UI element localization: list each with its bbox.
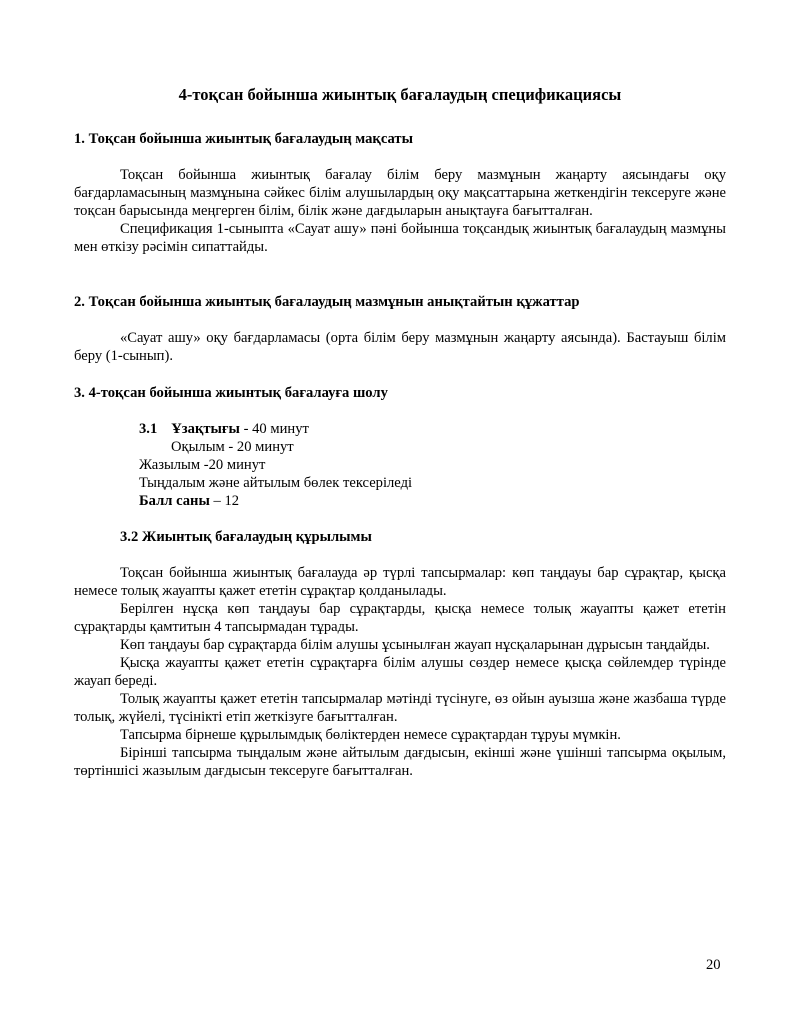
section-2-paragraph-1: «Сауат ашу» оқу бағдарламасы (орта білім беру мазмұнын жаңарту аясында). Бастауыш білім беру (1-сынып). (74, 330, 726, 364)
structure-heading: 3.2 Жиынтық бағалаудың құрылымы (120, 529, 372, 545)
section-1-body (74, 166, 726, 256)
section-3-heading: 3. 4-тоқсан бойынша жиынтық бағалауға шолу (74, 385, 388, 401)
section-2-body (74, 329, 726, 365)
duration-value: - 40 минут (239, 421, 309, 437)
page-number: 20 (706, 957, 721, 973)
duration-number: 3.1 (139, 421, 158, 437)
score-label: Балл саны (139, 493, 210, 509)
structure-paragraph-3: Көп таңдауы бар сұрақтарда білім алушы ұсынылған жауап нұсқаларынан дұрысын таңдайды. (120, 637, 710, 653)
score-value: – 12 (209, 493, 240, 509)
structure-paragraph-7: Бірінші тапсырма тыңдалым және айтылым дағдысын, екінші және үшінші тапсырма оқылым, төртіншісі жазылым дағдысын тексеруге бағытталған. (74, 745, 726, 779)
structure-paragraph-5: Толық жауапты қажет ететін тапсырмалар мәтінді түсінуге, өз ойын ауызша және жазбаша түрде толық, жүйелі, түсінікті етіп жеткізуге бағытталған. (74, 691, 726, 725)
section-1-paragraph-1: Тоқсан бойынша жиынтық бағалау білім беру мазмұнын жаңарту аясындағы оқу бағдарламасының мазмұнына сәйкес білім алушылардың оқу мақсаттарына жеткендігін тексеруге және тоқсан барысында меңгерген білім, білік және дағдыларын анықтауға бағытталған. (74, 167, 726, 219)
structure-paragraph-1: Тоқсан бойынша жиынтық бағалауда әр түрлі тапсырмалар: көп таңдауы бар сұрақтар, қысқа немесе толық жауапты қажет ететін сұрақтар қолданылады. (74, 565, 726, 599)
section-2-heading: 2. Тоқсан бойынша жиынтық бағалаудың мазмұнын анықтайтын құжаттар (74, 294, 580, 310)
reading-line: Оқылым - 20 минут (171, 439, 294, 455)
duration-line (139, 420, 412, 438)
duration-label: Ұзақтығы (171, 421, 240, 437)
structure-paragraph-4: Қысқа жауапты қажет ететін сұрақтарға білім алушы сөздер немесе қысқа сөйлемдер түрінде жауап береді. (74, 655, 726, 689)
duration-block (139, 420, 412, 510)
structure-body (74, 564, 726, 780)
section-1-paragraph-2: Спецификация 1-сыныпта «Сауат ашу» пәні бойынша тоқсандық жиынтық бағалаудың мазмұны мен өткізу рәсімін сипаттайды. (74, 221, 726, 255)
structure-paragraph-2: Берілген нұсқа көп таңдауы бар сұрақтарды, қысқа немесе толық жауапты қажет ететін сұрақтарды қамтитын 4 тапсырмадан тұрады. (74, 601, 726, 635)
listening-line: Тыңдалым және айтылым бөлек тексеріледі (139, 475, 413, 491)
writing-line: Жазылым -20 минут (139, 457, 266, 473)
document-title: 4-тоқсан бойынша жиынтық бағалаудың спецификациясы (178, 85, 622, 104)
structure-paragraph-6: Тапсырма бірнеше құрылымдық бөліктерден немесе сұрақтардан тұруы мүмкін. (120, 727, 621, 743)
score-line (139, 492, 412, 510)
section-1-heading: 1. Тоқсан бойынша жиынтық бағалаудың мақсаты (74, 131, 413, 147)
